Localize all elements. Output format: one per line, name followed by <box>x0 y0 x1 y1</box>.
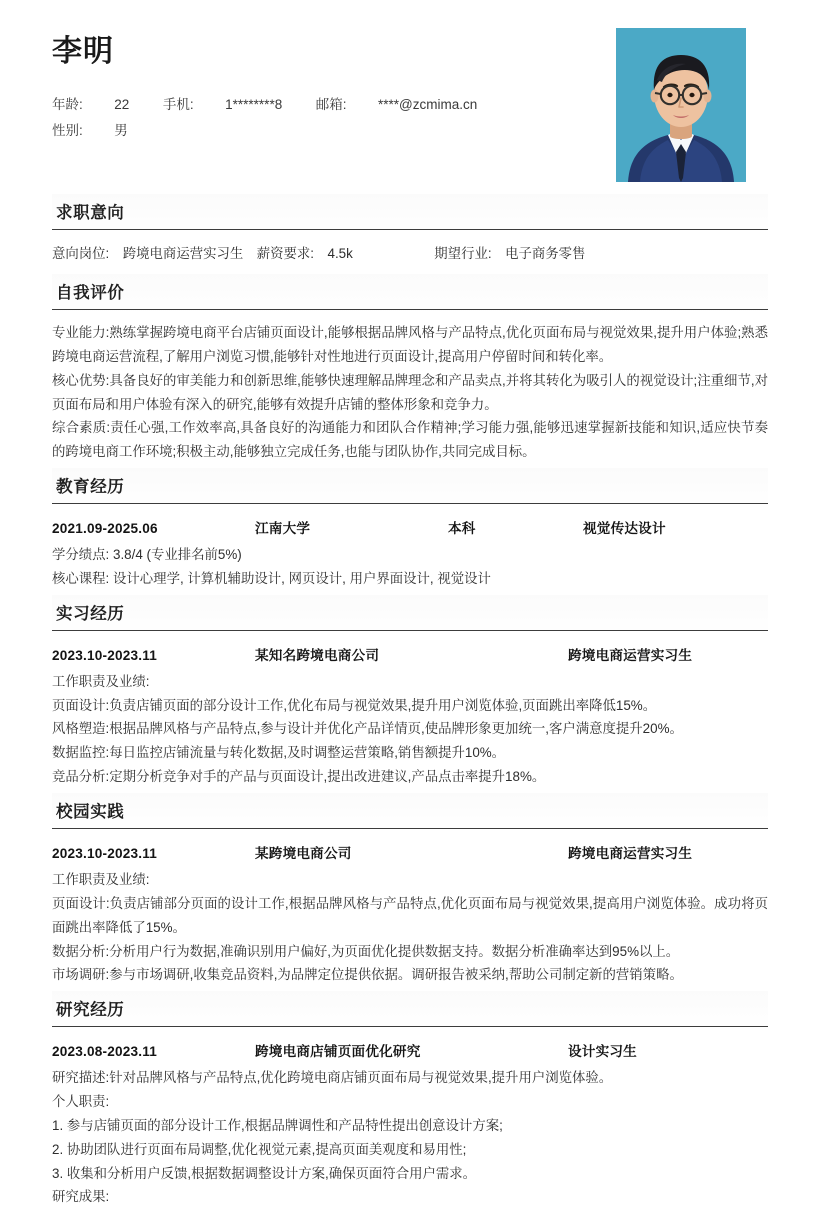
gender-value: 男 <box>114 123 128 139</box>
age-field <box>52 92 129 118</box>
internship-item: 页面设计:负责店铺页面的部分设计工作,优化布局与视觉效果,提升用户浏览体验,页面跳出率降低15%。 <box>52 697 657 713</box>
resume-header <box>52 0 768 190</box>
section-body-job-intent <box>52 234 768 270</box>
self-evaluation-paragraph: 专业能力:熟练掌握跨境电商平台店铺页面设计,能够根据品牌风格与产品特点,优化页面布局与视觉效果,提升用户体验;熟悉跨境电商运营流程,了解用户浏览习惯,能够针对性地进行页面设计,提高用户停留时间和转化率。 <box>52 324 768 364</box>
age-value: 22 <box>114 97 130 112</box>
section-body-self-evaluation <box>52 314 768 464</box>
education-school: 江南大学 <box>255 520 311 536</box>
gender-field <box>52 118 128 144</box>
intent-industry-label: 期望行业: <box>434 245 492 261</box>
avatar <box>616 28 746 182</box>
education-gpa: 学分绩点: 3.8/4 (专业排名前5%) <box>52 547 242 563</box>
internship-entry-header <box>52 642 768 669</box>
section-header-band <box>52 274 768 314</box>
section-body-education <box>52 508 768 591</box>
section-header-band <box>52 194 768 234</box>
section-internship <box>52 595 768 789</box>
self-evaluation-paragraph: 核心优势:具备良好的审美能力和创新思维,能够快速理解品牌理念和产品卖点,并将其转化为吸引人的视觉设计;注重细节,对页面布局和用户体验有深入的研究,能够有效提升店铺的整体形象和竞争力。 <box>52 372 768 412</box>
education-entry-header <box>52 515 768 542</box>
section-body-internship <box>52 635 768 789</box>
campus-role: 跨境电商运营实习生 <box>568 845 693 861</box>
section-research <box>52 991 768 1209</box>
research-description: 研究描述:针对品牌风格与产品特点,优化跨境电商店铺页面布局与视觉效果,提升用户浏览体验。 <box>52 1070 613 1086</box>
section-title-research: 研究经历 <box>56 1001 125 1020</box>
research-date: 2023.08-2023.11 <box>52 1044 158 1059</box>
campus-entry-header <box>52 840 768 867</box>
internship-subtitle: 工作职责及业绩: <box>52 673 150 689</box>
internship-details <box>52 669 768 789</box>
section-header-band <box>52 468 768 508</box>
intent-position-value: 跨境电商运营实习生 <box>122 245 244 261</box>
research-duty-item: 1. 参与店铺页面的部分设计工作,根据品牌调性和产品特性提出创意设计方案; <box>52 1117 503 1133</box>
research-results-label: 研究成果: <box>52 1189 110 1205</box>
job-intent-row <box>52 241 768 270</box>
email-field <box>316 92 478 118</box>
section-job-intent <box>52 194 768 270</box>
research-details <box>52 1065 768 1209</box>
section-divider <box>52 1026 768 1027</box>
internship-role: 跨境电商运营实习生 <box>568 647 693 663</box>
age-label: 年龄: <box>52 97 83 112</box>
section-divider <box>52 828 768 829</box>
campus-company: 某跨境电商公司 <box>255 845 352 861</box>
section-body-research <box>52 1031 768 1209</box>
education-major: 视觉传达设计 <box>583 520 666 536</box>
phone-field <box>163 92 282 118</box>
section-campus-practice <box>52 793 768 987</box>
education-degree: 本科 <box>448 520 476 536</box>
campus-item: 页面设计:负责店铺部分页面的设计工作,根据品牌风格与产品特点,优化页面布局与视觉效果,提高用户浏览体验。成功将页面跳出率降低了15%。 <box>52 895 768 935</box>
section-divider <box>52 229 768 230</box>
intent-salary-value: 4.5k <box>327 245 353 261</box>
section-header-band <box>52 991 768 1031</box>
research-duty-item: 2. 协助团队进行页面布局调整,优化视觉元素,提高页面美观度和易用性; <box>52 1141 467 1157</box>
intent-salary-label: 薪资要求: <box>256 245 315 261</box>
gender-label: 性别: <box>52 123 83 139</box>
internship-company: 某知名跨境电商公司 <box>255 647 380 663</box>
section-title-internship: 实习经历 <box>56 604 125 623</box>
section-title-education: 教育经历 <box>56 478 125 497</box>
education-details <box>52 542 768 591</box>
phone-value: 1********8 <box>225 97 283 112</box>
section-header-band <box>52 793 768 833</box>
education-date: 2021.09-2025.06 <box>52 520 158 536</box>
intent-position-label: 意向岗位: <box>52 245 110 261</box>
section-title-self-evaluation: 自我评价 <box>56 284 125 303</box>
campus-date: 2023.10-2023.11 <box>52 845 158 861</box>
campus-item: 市场调研:参与市场调研,收集竞品资料,为品牌定位提供依据。调研报告被采纳,帮助公司制定新的营销策略。 <box>52 967 683 983</box>
campus-subtitle: 工作职责及业绩: <box>52 871 150 887</box>
section-self-evaluation <box>52 274 768 464</box>
internship-item: 数据监控:每日监控店铺流量与转化数据,及时调整运营策略,销售额提升10%。 <box>52 745 506 761</box>
internship-item: 竞品分析:定期分析竞争对手的产品与页面设计,提出改进建议,产品点击率提升18%。 <box>52 769 546 785</box>
email-label: 邮箱: <box>315 97 347 112</box>
email-value: ****@zcmima.cn <box>378 97 478 112</box>
self-evaluation-paragraph: 综合素质:责任心强,工作效率高,具备良好的沟通能力和团队合作精神;学习能力强,能够迅速掌握新技能和知识,适应快节奏的跨境电商工作环境;积极主动,能够独立完成任务,也能与团队协作,共同完成目标。 <box>52 420 768 460</box>
research-entry-header <box>52 1038 768 1065</box>
section-title-campus-practice: 校园实践 <box>56 803 125 822</box>
intent-industry-value: 电子商务零售 <box>505 245 586 261</box>
page-title: 李明 <box>52 35 114 68</box>
research-duty-item: 3. 收集和分析用户反馈,根据数据调整设计方案,确保页面符合用户需求。 <box>52 1165 477 1181</box>
internship-date: 2023.10-2023.11 <box>52 647 158 663</box>
section-body-campus-practice <box>52 833 768 987</box>
campus-details <box>52 867 768 987</box>
education-courses: 核心课程: 设计心理学, 计算机辅助设计, 网页设计, 用户界面设计, 视觉设计 <box>52 570 491 586</box>
section-title-job-intent: 求职意向 <box>56 204 125 222</box>
section-divider <box>52 630 768 631</box>
phone-label: 手机: <box>162 97 194 112</box>
section-divider <box>52 503 768 504</box>
section-education <box>52 468 768 591</box>
section-header-band <box>52 595 768 635</box>
section-divider <box>52 309 768 310</box>
research-topic: 跨境电商店铺页面优化研究 <box>255 1044 421 1059</box>
research-role: 设计实习生 <box>568 1044 637 1059</box>
internship-item: 风格塑造:根据品牌风格与产品特点,参与设计并优化产品详情页,使品牌形象更加统一,客户满意度提升20%。 <box>52 721 683 737</box>
research-duties-label: 个人职责: <box>52 1094 110 1110</box>
campus-item: 数据分析:分析用户行为数据,准确识别用户偏好,为页面优化提供数据支持。数据分析准确率达到95%以上。 <box>52 943 680 959</box>
